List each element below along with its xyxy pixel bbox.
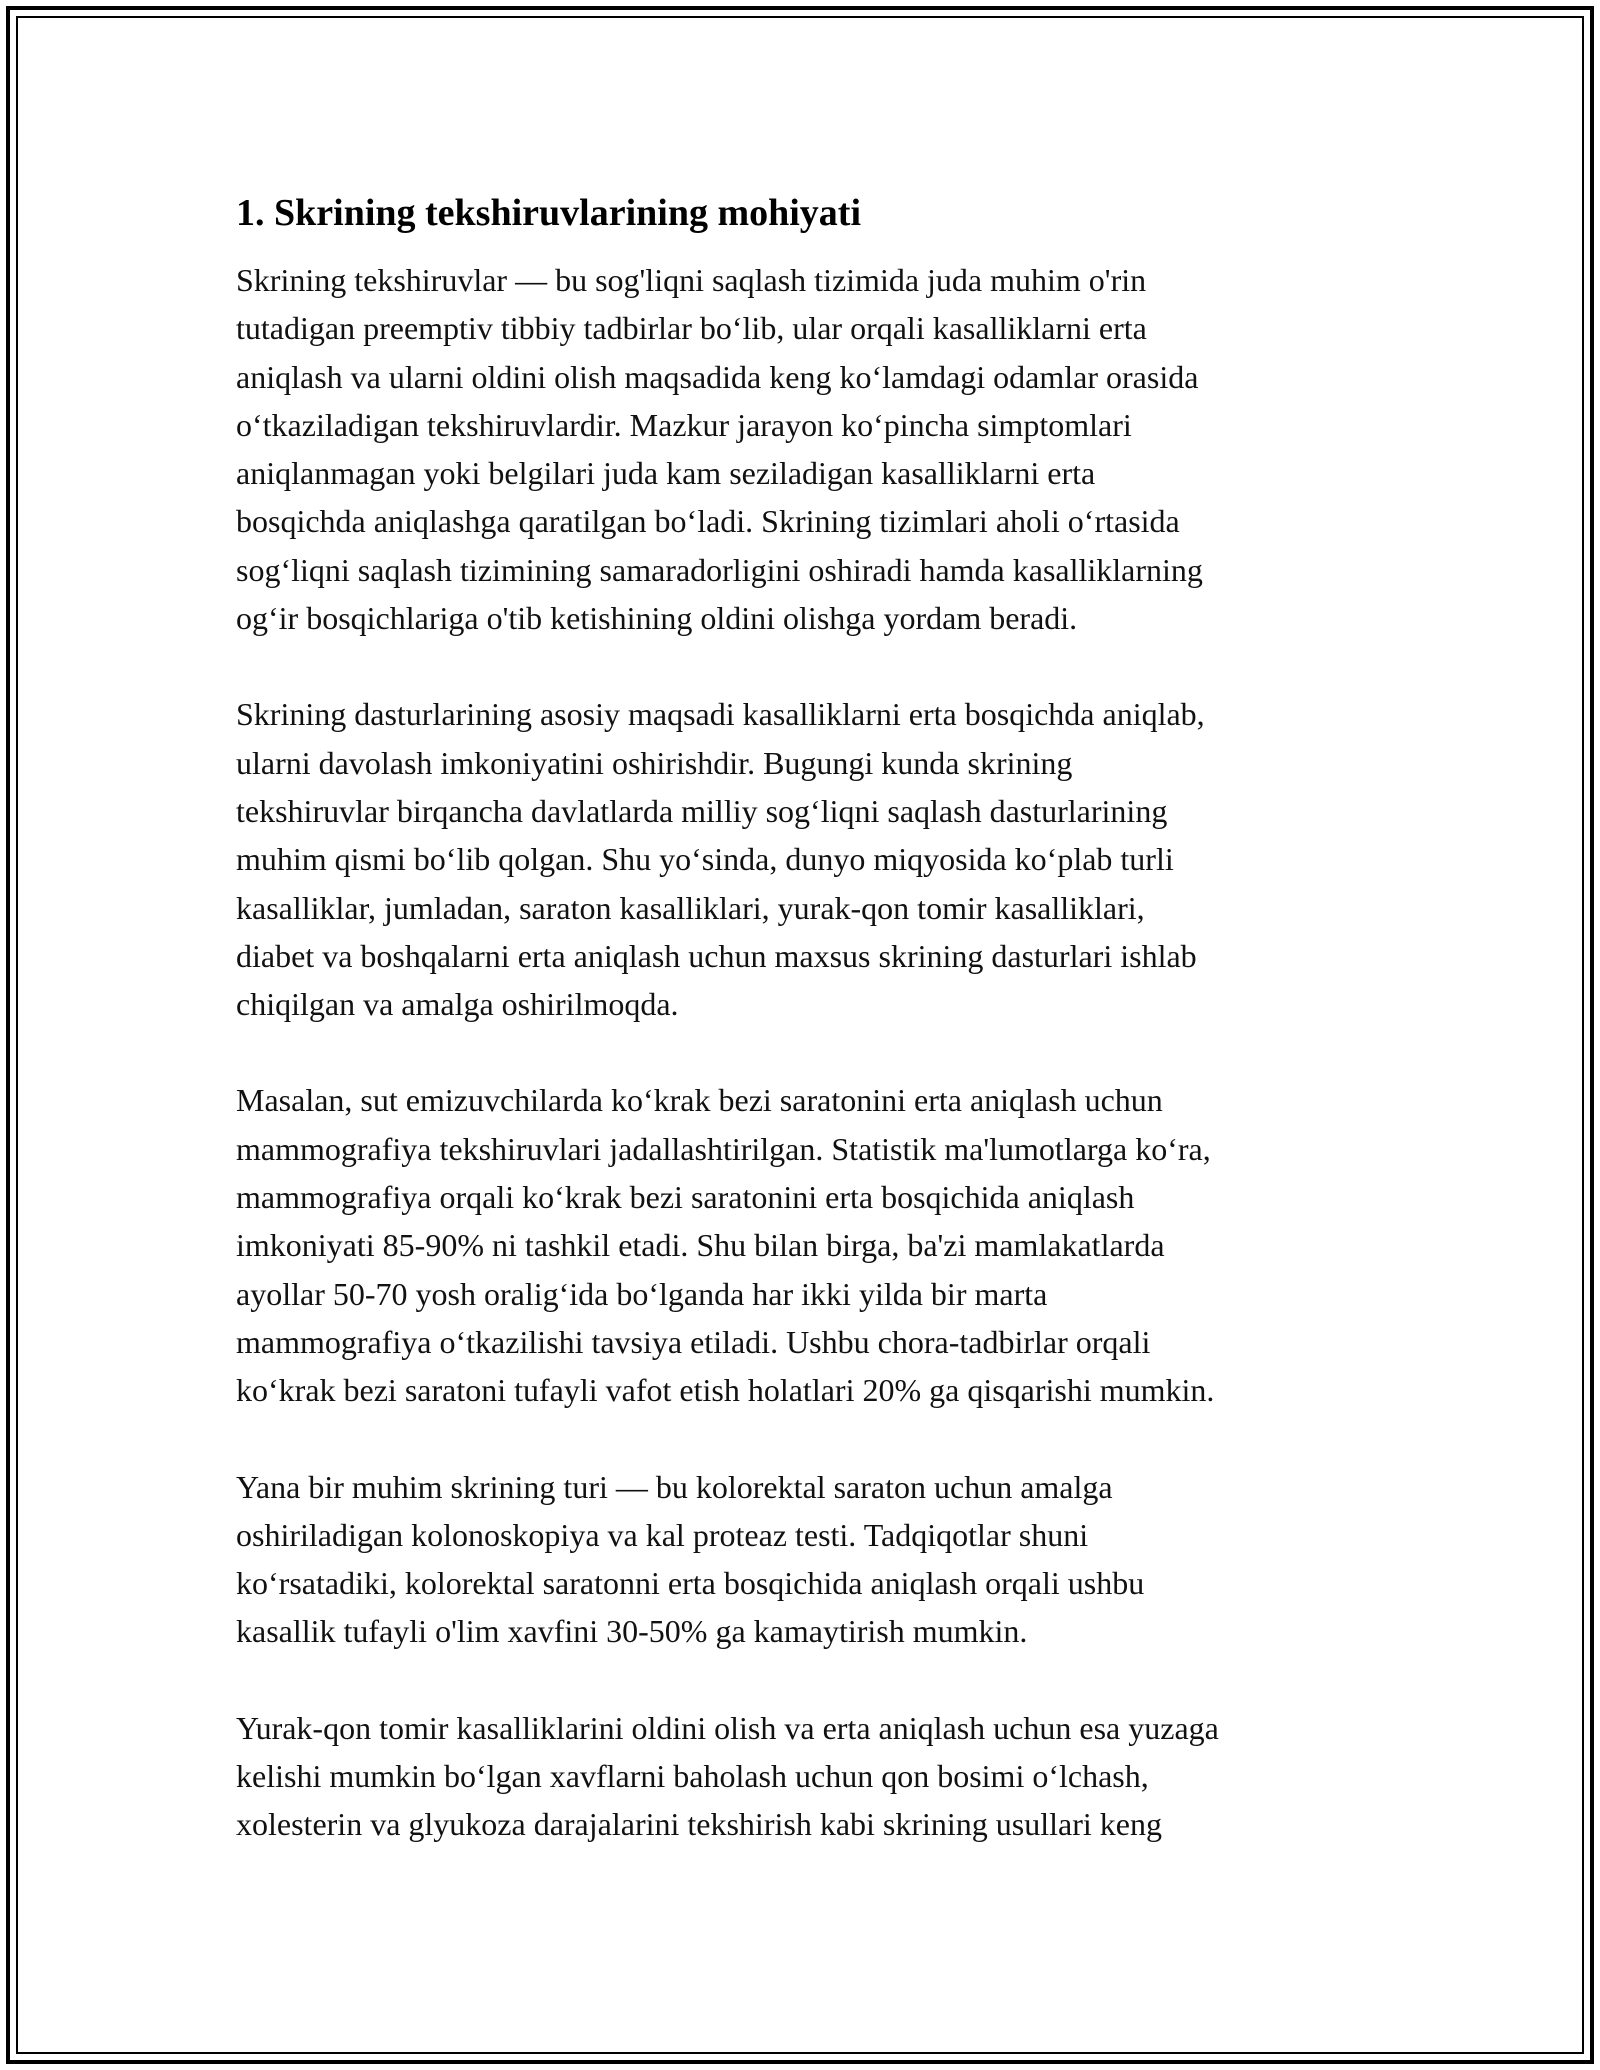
text-line: muhim qismi bo‘lib qolgan. Shu yo‘sinda, dunyo miqyosida ko‘plab turli: [236, 841, 1174, 878]
text-line: Skrining dasturlarining asosiy maqsadi kasalliklarni erta bosqichda aniqlab,: [236, 696, 1205, 733]
paragraph-5: [236, 1704, 1386, 1849]
paragraph-3: [236, 1076, 1386, 1414]
section-heading: 1. Skrining tekshiruvlarining mohiyati: [236, 192, 862, 234]
paragraph-1: [236, 256, 1386, 642]
text-line: imkoniyati 85-90% ni tashkil etadi. Shu bilan birga, ba'zi mamlakatlarda: [236, 1227, 1165, 1264]
text-line: tutadigan preemptiv tibbiy tadbirlar bo‘lib, ular orqali kasalliklarni erta: [236, 310, 1147, 347]
text-line: ko‘krak bezi saratoni tufayli vafot etish holatlari 20% ga qisqarishi mumkin.: [236, 1372, 1215, 1409]
text-line: Masalan, sut emizuvchilarda ko‘krak bezi saratonini erta aniqlash uchun: [236, 1082, 1163, 1119]
document-body: [236, 190, 1386, 1897]
text-line: kelishi mumkin bo‘lgan xavflarni baholash uchun qon bosimi o‘lchash,: [236, 1758, 1149, 1795]
text-line: ayollar 50-70 yosh oralig‘ida bo‘lganda har ikki yilda bir marta: [236, 1275, 1048, 1312]
text-line: Yurak-qon tomir kasalliklarini oldini olish va erta aniqlash uchun esa yuzaga: [236, 1709, 1219, 1746]
text-line: o‘tkaziladigan tekshiruvlardir. Mazkur jarayon ko‘pincha simptomlari: [236, 406, 1132, 443]
text-line: diabet va boshqalarni erta aniqlash uchun maxsus skrining dasturlari ishlab: [236, 937, 1197, 974]
text-line: Skrining tekshiruvlar — bu sog'liqni saqlash tizimida juda muhim o'rin: [236, 262, 1147, 298]
text-line: mammografiya orqali ko‘krak bezi saratonini erta bosqichida aniqlash: [236, 1179, 1135, 1216]
text-line: kasalliklar, jumladan, saraton kasalliklari, yurak-qon tomir kasalliklari,: [236, 889, 1145, 926]
text-line: chiqilgan va amalga oshirilmoqda.: [236, 986, 679, 1023]
text-line: aniqlanmagan yoki belgilari juda kam seziladigan kasalliklarni erta: [236, 455, 1096, 492]
paragraph-2: [236, 690, 1386, 1028]
text-line: og‘ir bosqichlariga o'tib ketishining oldini olishga yordam beradi.: [236, 600, 1078, 637]
text-line: kasallik tufayli o'lim xavfini 30-50% ga kamaytirish mumkin.: [236, 1613, 1028, 1650]
text-line: ko‘rsatadiki, kolorektal saratonni erta bosqichida aniqlash orqali ushbu: [236, 1565, 1145, 1602]
text-line: xolesterin va glyukoza darajalarini tekshirish kabi skrining usullari keng: [236, 1806, 1162, 1843]
text-line: ularni davolash imkoniyatini oshirishdir. Bugungi kunda skrining: [236, 744, 1073, 781]
paragraph-4: [236, 1463, 1386, 1656]
text-line: sog‘liqni saqlash tizimining samaradorligini oshiradi hamda kasalliklarning: [236, 551, 1203, 588]
text-line: oshiriladigan kolonoskopiya va kal proteaz testi. Tadqiqotlar shuni: [236, 1516, 1089, 1553]
text-line: mammografiya tekshiruvlari jadallashtirilgan. Statistik ma'lumotlarga ko‘ra,: [236, 1130, 1211, 1167]
text-line: mammografiya o‘tkazilishi tavsiya etiladi. Ushbu chora-tadbirlar orqali: [236, 1323, 1151, 1360]
text-line: Yana bir muhim skrining turi — bu kolorektal saraton uchun amalga: [236, 1468, 1113, 1505]
text-line: tekshiruvlar birqancha davlatlarda milliy sog‘liqni saqlash dasturlarining: [236, 792, 1168, 829]
text-line: bosqichda aniqlashga qaratilgan bo‘ladi. Skrining tizimlari aholi o‘rtasida: [236, 503, 1180, 540]
text-line: aniqlash va ularni oldini olish maqsadida keng ko‘lamdagi odamlar orasida: [236, 358, 1199, 395]
